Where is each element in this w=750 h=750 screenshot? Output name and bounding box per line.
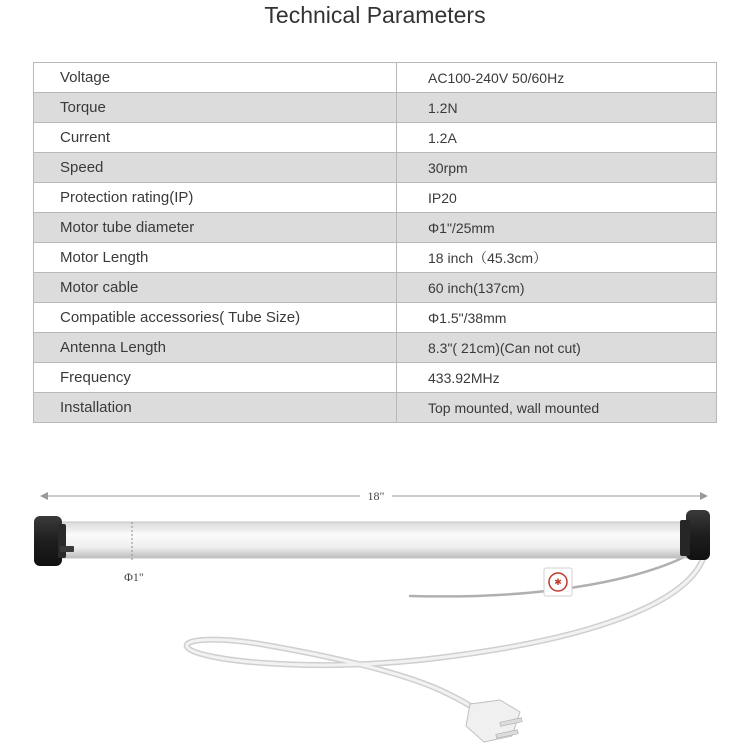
- spec-value: IP20: [397, 183, 717, 213]
- table-row: [34, 303, 717, 333]
- table-row: [34, 93, 717, 123]
- spec-value: Top mounted, wall mounted: [397, 393, 717, 423]
- spec-value: 1.2N: [397, 93, 717, 123]
- power-plug: [466, 700, 522, 742]
- spec-label: Current: [34, 123, 397, 153]
- motor-diagram: [0, 470, 750, 750]
- table-row: [34, 363, 717, 393]
- motor-cable: [187, 548, 704, 716]
- table-row: [34, 213, 717, 243]
- spec-label: Motor tube diameter: [34, 213, 397, 243]
- spec-value: 18 inch（45.3cm）: [397, 243, 717, 273]
- spec-label: Installation: [34, 393, 397, 423]
- spec-value: 30rpm: [397, 153, 717, 183]
- table-row: [34, 243, 717, 273]
- table-row: [34, 393, 717, 423]
- diameter-label: Φ1": [124, 570, 144, 584]
- motor-tube: [56, 522, 692, 560]
- spec-value: Φ1"/25mm: [397, 213, 717, 243]
- table-row: [34, 123, 717, 153]
- table-row: [34, 273, 717, 303]
- length-label: 18": [367, 489, 385, 503]
- table-row: [34, 333, 717, 363]
- table-row: [34, 153, 717, 183]
- spec-value: 433.92MHz: [397, 363, 717, 393]
- table-row: [34, 183, 717, 213]
- spec-value: 60 inch(137cm): [397, 273, 717, 303]
- spec-value: AC100-240V 50/60Hz: [397, 63, 717, 93]
- spec-value: 8.3"( 21cm)(Can not cut): [397, 333, 717, 363]
- arrow-right-icon: [700, 492, 708, 500]
- spec-label: Torque: [34, 93, 397, 123]
- length-dimension: [40, 489, 708, 503]
- spec-label: Protection rating(IP): [34, 183, 397, 213]
- table-row: [34, 63, 717, 93]
- spec-label: Compatible accessories( Tube Size): [34, 303, 397, 333]
- spec-label: Motor Length: [34, 243, 397, 273]
- spec-label: Antenna Length: [34, 333, 397, 363]
- warning-tag: [544, 568, 572, 596]
- page-title: Technical Parameters: [264, 2, 486, 28]
- technical-parameters-table: [33, 62, 717, 423]
- spec-label: Speed: [34, 153, 397, 183]
- right-end-cap: [680, 510, 710, 560]
- spec-label: Voltage: [34, 63, 397, 93]
- spec-label: Motor cable: [34, 273, 397, 303]
- spec-value: Φ1.5"/38mm: [397, 303, 717, 333]
- spec-label: Frequency: [34, 363, 397, 393]
- spec-value: 1.2A: [397, 123, 717, 153]
- arrow-left-icon: [40, 492, 48, 500]
- warning-symbol: ✱: [554, 577, 562, 587]
